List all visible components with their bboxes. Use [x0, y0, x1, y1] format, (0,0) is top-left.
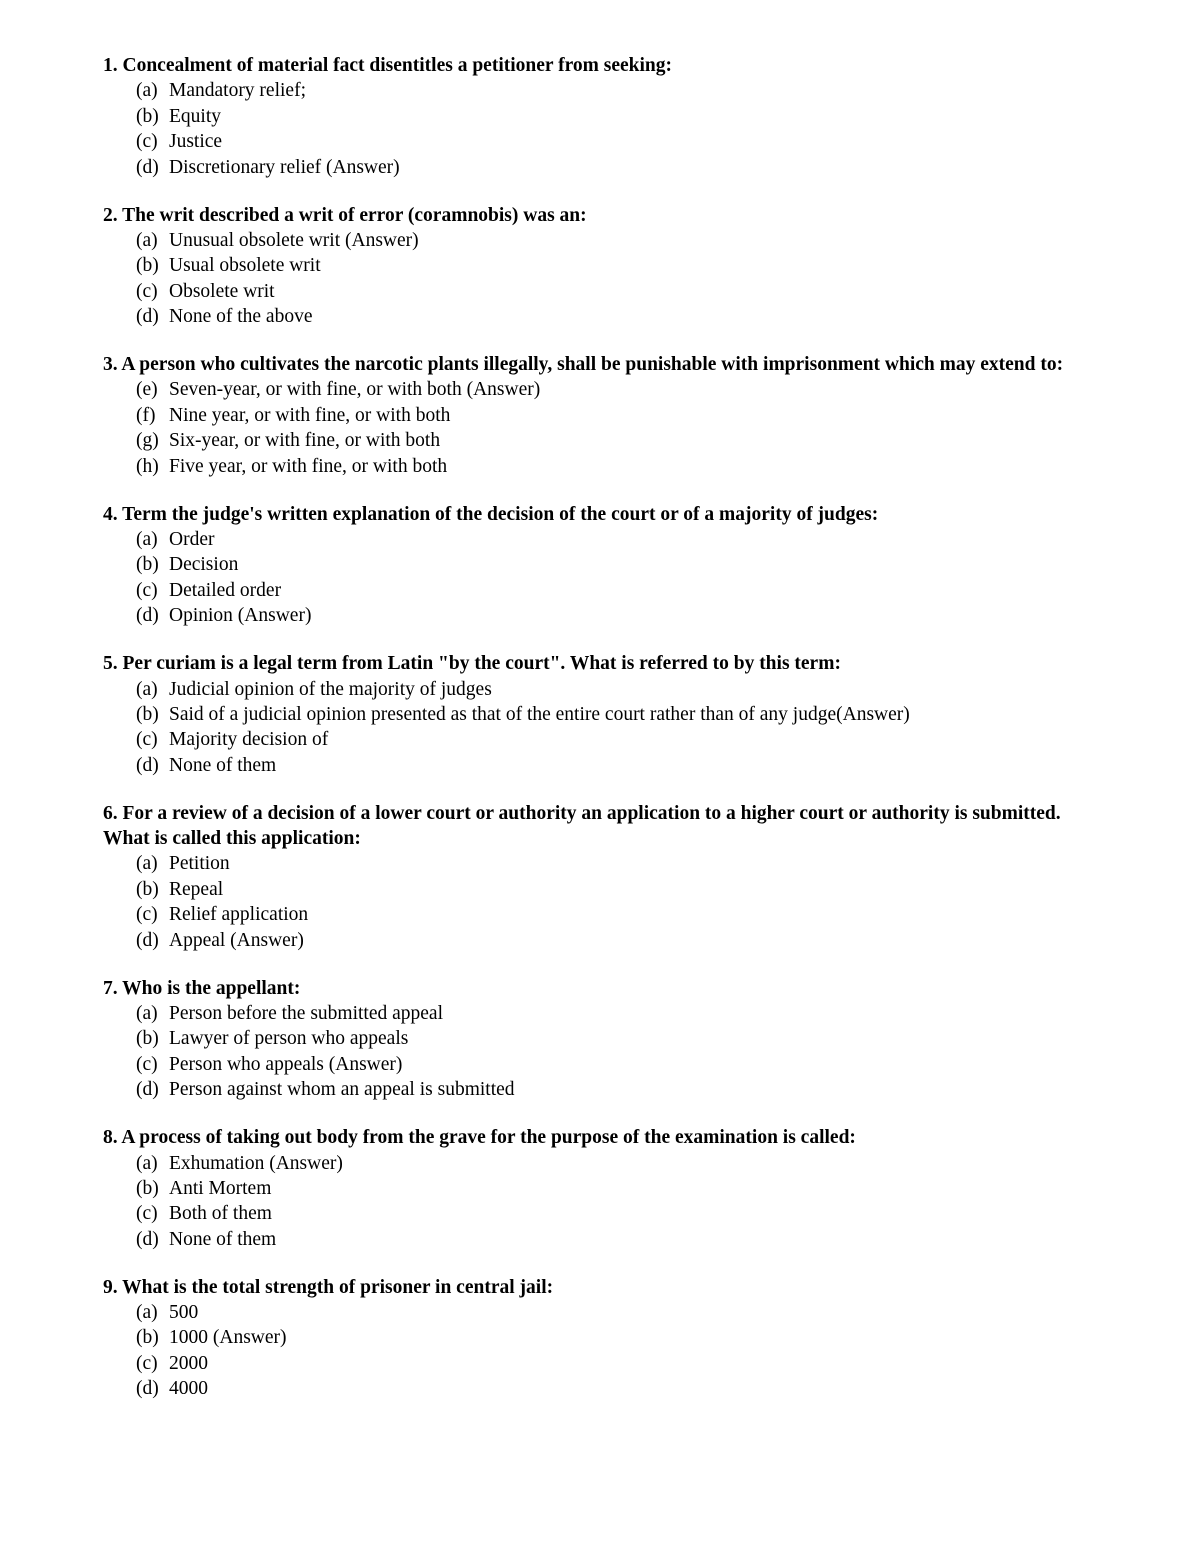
question-document — [103, 53, 1103, 1424]
option-letter: (a) — [136, 229, 158, 251]
option-text: Person before the submitted appeal — [169, 1003, 443, 1024]
option-text: Five year, or with fine, or with both — [169, 455, 448, 477]
option-item — [136, 1325, 1103, 1350]
question-4 — [103, 502, 1103, 629]
question-2 — [103, 203, 1103, 330]
option-text: Person against whom an appeal is submitted — [169, 1079, 515, 1101]
question-title: 6. For a review of a decision of a lower court or authority an application to a higher court or authority is submitted. What is called this application: — [103, 802, 1061, 850]
option-text: Petition — [169, 853, 230, 875]
option-item — [136, 78, 1103, 103]
option-item — [136, 1201, 1103, 1226]
option-letter: (b) — [136, 1177, 159, 1199]
option-text: Said of a judicial opinion presented as that of the entire court rather than of any judge(Answer) — [169, 703, 910, 725]
option-text: Judicial opinion of the majority of judges — [169, 678, 492, 700]
question-title: 9. What is the total strength of prisoner in central jail: — [103, 1276, 554, 1298]
option-letter: (d) — [136, 1228, 159, 1250]
option-text: Person who appeals (Answer) — [169, 1053, 403, 1075]
option-text: 2000 — [169, 1352, 208, 1374]
option-letter: (a) — [136, 678, 158, 700]
option-letter: (b) — [136, 878, 159, 900]
option-letter: (g) — [136, 430, 159, 452]
option-letter: (b) — [136, 255, 159, 277]
option-list — [103, 228, 1103, 330]
option-letter: (a) — [136, 529, 158, 550]
option-text: None of them — [169, 754, 277, 776]
option-letter: (h) — [136, 455, 159, 477]
question-6 — [103, 801, 1103, 953]
option-letter: (c) — [136, 1053, 158, 1075]
option-text: Order — [169, 529, 215, 550]
option-text: Obsolete writ — [169, 280, 275, 302]
option-item — [136, 1227, 1103, 1252]
option-text: Mandatory relief; — [169, 80, 306, 102]
option-item — [136, 403, 1103, 428]
option-item — [136, 578, 1103, 603]
option-letter: (b) — [136, 105, 159, 127]
option-letter: (c) — [136, 1352, 158, 1374]
option-text: Six-year, or with fine, or with both — [169, 430, 441, 452]
question-9 — [103, 1275, 1103, 1402]
option-letter: (c) — [136, 280, 158, 302]
option-item — [136, 928, 1103, 953]
question-title: 4. Term the judge's written explanation of the decision of the court or of a majority of judges: — [103, 503, 879, 525]
question-3 — [103, 352, 1103, 479]
option-list — [103, 851, 1103, 953]
option-list — [103, 78, 1103, 180]
option-list — [103, 1151, 1103, 1253]
question-title: 5. Per curiam is a legal term from Latin "by the court". What is referred to by this term: — [103, 653, 841, 675]
option-letter: (a) — [136, 1152, 158, 1174]
option-list — [103, 1001, 1103, 1103]
option-item — [136, 104, 1103, 129]
option-text: Nine year, or with fine, or with both — [169, 404, 451, 426]
option-text: Seven-year, or with fine, or with both (Answer) — [169, 379, 541, 401]
option-text: Detailed order — [169, 579, 282, 601]
option-item — [136, 851, 1103, 876]
question-title: 1. Concealment of material fact disentitles a petitioner from seeking: — [103, 55, 672, 76]
question-title: 7. Who is the appellant: — [103, 977, 301, 999]
option-letter: (d) — [136, 1079, 159, 1101]
option-item — [136, 279, 1103, 304]
option-item — [136, 552, 1103, 577]
option-letter: (d) — [136, 754, 159, 776]
option-letter: (c) — [136, 131, 158, 153]
option-text: None of them — [169, 1228, 277, 1250]
option-list — [103, 377, 1103, 479]
option-text: Anti Mortem — [169, 1177, 272, 1199]
question-5 — [103, 651, 1103, 778]
option-letter: (b) — [136, 554, 159, 576]
option-text: 500 — [169, 1302, 199, 1324]
option-text: Appeal (Answer) — [169, 929, 304, 951]
option-item — [136, 1026, 1103, 1051]
option-item — [136, 1001, 1103, 1026]
option-item — [136, 304, 1103, 329]
option-item — [136, 1376, 1103, 1401]
option-item — [136, 1052, 1103, 1077]
question-title: 8. A process of taking out body from the grave for the purpose of the examination is called: — [103, 1127, 856, 1149]
question-title: 3. A person who cultivates the narcotic plants illegally, shall be punishable with imprisonment which may extend to: — [103, 354, 1064, 376]
option-item — [136, 1077, 1103, 1102]
option-text: Justice — [169, 131, 223, 153]
option-letter: (b) — [136, 1327, 159, 1349]
option-text: Decision — [169, 554, 239, 576]
option-item — [136, 1176, 1103, 1201]
option-text: Repeal — [169, 878, 224, 900]
option-letter: (a) — [136, 853, 158, 875]
option-text: Equity — [169, 105, 221, 127]
option-letter: (e) — [136, 379, 158, 401]
option-item — [136, 377, 1103, 402]
option-letter: (d) — [136, 306, 159, 328]
option-item — [136, 527, 1103, 552]
option-list — [103, 1300, 1103, 1402]
option-item — [136, 155, 1103, 180]
option-letter: (d) — [136, 929, 159, 951]
option-text: None of the above — [169, 306, 313, 328]
question-1 — [103, 53, 1103, 180]
option-item — [136, 454, 1103, 479]
option-letter: (c) — [136, 729, 158, 751]
option-letter: (a) — [136, 80, 158, 102]
option-item — [136, 677, 1103, 702]
option-letter: (d) — [136, 156, 159, 178]
question-title: 2. The writ described a writ of error (coramnobis) was an: — [103, 204, 587, 226]
option-text: 1000 (Answer) — [169, 1327, 287, 1349]
option-item — [136, 877, 1103, 902]
option-letter: (b) — [136, 1028, 159, 1050]
option-text: Usual obsolete writ — [169, 255, 321, 277]
option-item — [136, 753, 1103, 778]
option-letter: (d) — [136, 1378, 159, 1400]
option-letter: (c) — [136, 904, 158, 926]
option-letter: (a) — [136, 1003, 158, 1024]
option-text: Discretionary relief (Answer) — [169, 156, 400, 178]
option-item — [136, 129, 1103, 154]
option-letter: (f) — [136, 404, 156, 426]
question-7 — [103, 976, 1103, 1103]
option-item — [136, 702, 1103, 727]
option-list — [103, 527, 1103, 629]
option-text: Both of them — [169, 1203, 272, 1225]
question-8 — [103, 1125, 1103, 1252]
option-item — [136, 1300, 1103, 1325]
option-text: Relief application — [169, 904, 309, 926]
option-item — [136, 603, 1103, 628]
option-letter: (c) — [136, 1203, 158, 1225]
option-item — [136, 902, 1103, 927]
option-item — [136, 228, 1103, 253]
option-letter: (b) — [136, 703, 159, 725]
option-list — [103, 677, 1103, 779]
option-text: Lawyer of person who appeals — [169, 1028, 409, 1050]
option-text: Exhumation (Answer) — [169, 1152, 343, 1174]
option-item — [136, 253, 1103, 278]
option-letter: (a) — [136, 1302, 158, 1324]
option-text: Opinion (Answer) — [169, 605, 312, 627]
option-item — [136, 428, 1103, 453]
option-letter: (c) — [136, 579, 158, 601]
option-text: 4000 — [169, 1378, 208, 1400]
option-text: Majority decision of — [169, 729, 329, 751]
option-text: Unusual obsolete writ (Answer) — [169, 229, 419, 251]
option-item — [136, 1351, 1103, 1376]
option-item — [136, 727, 1103, 752]
option-item — [136, 1151, 1103, 1176]
option-letter: (d) — [136, 605, 159, 627]
